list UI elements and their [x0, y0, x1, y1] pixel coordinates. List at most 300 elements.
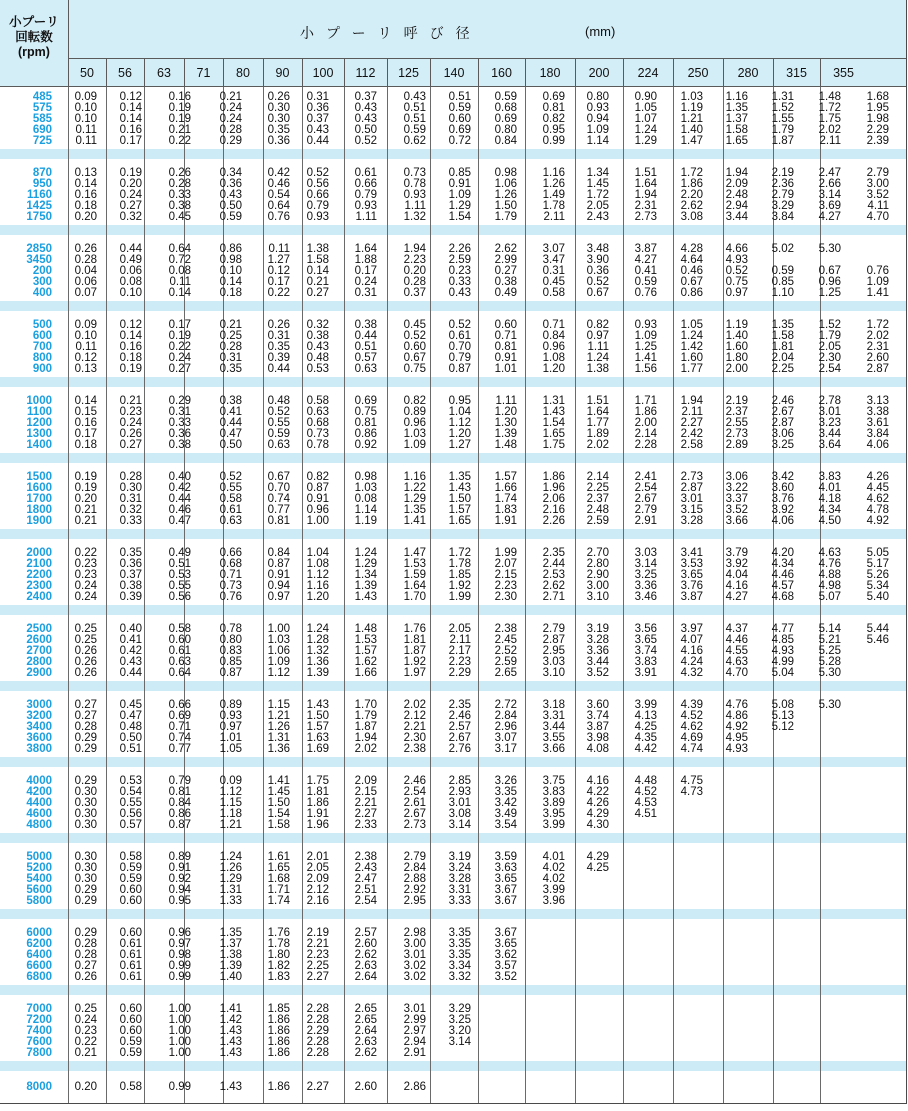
power-value: 3.99 — [542, 819, 565, 831]
power-value: 0.76 — [634, 287, 657, 299]
power-value: 0.85 — [771, 276, 794, 288]
power-value: 0.19 — [168, 102, 191, 114]
power-value: 1.40 — [680, 124, 703, 136]
power-value: 2.65 — [354, 1014, 377, 1026]
rpm-value: 1800 — [26, 504, 52, 516]
power-value: 2.71 — [542, 591, 565, 603]
power-value: 4.99 — [771, 656, 794, 668]
power-value: 0.64 — [168, 243, 191, 255]
table-header — [0, 0, 907, 87]
power-value: 1.05 — [680, 319, 703, 331]
power-value: 0.23 — [119, 406, 142, 418]
power-value: 0.96 — [306, 504, 329, 516]
power-value: 1.43 — [219, 1047, 242, 1059]
power-value: 0.70 — [448, 341, 471, 353]
power-value: 2.93 — [448, 786, 471, 798]
power-value: 2.28 — [306, 1047, 329, 1059]
power-value: 2.62 — [354, 949, 377, 961]
rpm-value: 3800 — [26, 743, 52, 755]
power-value: 0.60 — [494, 319, 517, 331]
power-value: 1.00 — [168, 1025, 191, 1037]
group-divider-stripe — [0, 985, 907, 995]
power-value: 1.19 — [680, 102, 703, 114]
power-value: 2.46 — [448, 710, 471, 722]
table-row — [0, 136, 907, 147]
rpm-value: 575 — [32, 102, 52, 114]
power-value: 1.24 — [306, 623, 329, 635]
power-value: 0.73 — [306, 428, 329, 440]
rpm-value: 2600 — [26, 634, 52, 646]
power-value: 0.96 — [542, 341, 565, 353]
power-value: 1.58 — [267, 819, 290, 831]
power-value: 3.62 — [494, 949, 517, 961]
power-value: 2.63 — [354, 960, 377, 972]
power-value: 2.25 — [306, 960, 329, 972]
rpm-value: 7600 — [26, 1036, 52, 1048]
power-value: 0.63 — [267, 439, 290, 451]
power-value: 2.27 — [354, 808, 377, 820]
power-value: 2.48 — [586, 504, 609, 516]
power-value: 5.13 — [771, 710, 794, 722]
power-value: 0.23 — [74, 558, 97, 570]
power-value: 2.54 — [403, 786, 426, 798]
power-value: 5.08 — [771, 699, 794, 711]
power-value: 0.52 — [586, 276, 609, 288]
power-value: 1.04 — [306, 547, 329, 559]
diameter-col-header: 71 — [196, 66, 211, 80]
power-value: 3.25 — [771, 439, 794, 451]
power-value: 4.53 — [634, 797, 657, 809]
power-value: 2.14 — [586, 471, 609, 483]
power-value: 0.43 — [219, 189, 242, 201]
power-value: 0.51 — [168, 558, 191, 570]
power-value: 1.92 — [448, 580, 471, 592]
power-value: 1.03 — [354, 482, 377, 494]
power-value: 2.94 — [403, 1036, 426, 1048]
power-value: 0.43 — [354, 113, 377, 125]
power-value: 0.51 — [403, 113, 426, 125]
power-value: 0.59 — [119, 862, 142, 874]
power-value: 3.65 — [634, 634, 657, 646]
power-value: 2.85 — [448, 775, 471, 787]
power-value: 3.08 — [680, 211, 703, 223]
power-value: 1.86 — [634, 406, 657, 418]
power-value: 3.47 — [542, 254, 565, 266]
power-value: 2.28 — [306, 1003, 329, 1015]
power-value: 0.11 — [169, 276, 191, 288]
power-value: 1.12 — [267, 667, 290, 679]
power-value: 0.85 — [448, 167, 471, 179]
power-value: 1.31 — [267, 732, 290, 744]
power-value: 0.81 — [354, 417, 377, 429]
power-value: 1.08 — [542, 352, 565, 364]
power-value: 4.86 — [725, 710, 748, 722]
power-value: 1.71 — [634, 395, 657, 407]
power-value: 3.26 — [494, 775, 517, 787]
power-value: 1.86 — [267, 1047, 290, 1059]
power-value: 0.49 — [119, 254, 142, 266]
power-value: 2.66 — [818, 178, 841, 190]
power-value: 1.50 — [306, 710, 329, 722]
power-value: 1.41 — [219, 1003, 242, 1015]
power-value: 0.61 — [448, 330, 471, 342]
power-value: 2.60 — [354, 1081, 377, 1093]
power-value: 0.95 — [448, 395, 471, 407]
power-value: 4.63 — [818, 547, 841, 559]
power-value: 2.87 — [542, 634, 565, 646]
power-value: 1.27 — [267, 254, 290, 266]
power-value: 2.00 — [725, 363, 748, 375]
power-value: 0.68 — [306, 417, 329, 429]
power-value: 0.24 — [119, 417, 142, 429]
power-value: 0.50 — [119, 732, 142, 744]
power-value: 1.63 — [306, 732, 329, 744]
power-value: 3.75 — [542, 775, 565, 787]
power-value: 4.26 — [586, 797, 609, 809]
power-value: 0.25 — [74, 623, 97, 635]
power-value: 3.06 — [725, 471, 748, 483]
rpm-value: 800 — [32, 352, 52, 364]
power-value: 0.59 — [267, 428, 290, 440]
diameter-col-separator — [144, 58, 145, 86]
power-value: 2.60 — [354, 938, 377, 950]
power-value: 3.65 — [494, 938, 517, 950]
power-value: 1.15 — [219, 797, 242, 809]
power-value: 0.78 — [219, 623, 242, 635]
power-value: 0.18 — [74, 439, 97, 451]
power-value: 0.19 — [168, 113, 191, 125]
power-value: 4.92 — [725, 721, 748, 733]
power-value: 3.01 — [403, 1003, 426, 1015]
power-value: 0.32 — [306, 319, 329, 331]
rpm-value: 6800 — [26, 971, 52, 983]
power-value: 3.13 — [866, 395, 889, 407]
power-value: 0.77 — [267, 504, 290, 516]
rpm-value: 3400 — [26, 721, 52, 733]
power-value: 1.43 — [306, 699, 329, 711]
power-value: 0.54 — [119, 786, 142, 798]
power-value: 2.59 — [448, 254, 471, 266]
power-value: 4.27 — [634, 254, 657, 266]
power-value: 2.62 — [542, 580, 565, 592]
power-value: 4.74 — [680, 743, 703, 755]
power-value: 5.30 — [818, 243, 841, 255]
power-value: 1.65 — [725, 135, 748, 147]
power-value: 0.54 — [267, 189, 290, 201]
power-value: 2.65 — [494, 667, 517, 679]
power-value: 2.89 — [725, 439, 748, 451]
power-value: 0.30 — [267, 113, 290, 125]
power-value: 4.29 — [586, 808, 609, 820]
power-value: 4.07 — [680, 634, 703, 646]
power-value: 0.59 — [634, 276, 657, 288]
power-value: 0.67 — [403, 352, 426, 364]
power-value: 0.26 — [74, 656, 97, 668]
power-value: 2.61 — [403, 797, 426, 809]
power-value: 0.49 — [168, 547, 191, 559]
power-value: 2.57 — [354, 927, 377, 939]
power-value: 2.67 — [634, 493, 657, 505]
diameter-col-separator — [223, 58, 224, 86]
power-value: 3.96 — [542, 895, 565, 907]
rpm-value: 6000 — [26, 927, 52, 939]
power-value: 1.97 — [403, 667, 426, 679]
power-value: 0.99 — [542, 135, 565, 147]
power-value: 0.44 — [168, 493, 191, 505]
power-value: 0.08 — [168, 265, 191, 277]
power-value: 4.16 — [586, 775, 609, 787]
power-value: 1.26 — [219, 862, 242, 874]
power-value: 0.45 — [168, 211, 191, 223]
power-value: 2.15 — [494, 569, 517, 581]
diameter-col-separator — [302, 58, 303, 86]
power-value: 3.35 — [448, 949, 471, 961]
power-value: 0.26 — [74, 645, 97, 657]
power-value: 2.79 — [866, 167, 889, 179]
power-value: 1.09 — [403, 439, 426, 451]
power-value: 0.27 — [119, 200, 142, 212]
power-value: 1.87 — [403, 645, 426, 657]
power-value: 0.50 — [219, 200, 242, 212]
power-value: 0.06 — [119, 265, 142, 277]
power-value: 0.51 — [354, 341, 377, 353]
power-value: 1.29 — [219, 873, 242, 885]
power-value: 0.24 — [74, 591, 97, 603]
power-value: 0.61 — [168, 645, 191, 657]
power-value: 1.03 — [403, 428, 426, 440]
power-value: 3.01 — [680, 493, 703, 505]
power-value: 0.63 — [354, 363, 377, 375]
group-divider-stripe — [0, 681, 907, 691]
power-value: 2.20 — [680, 189, 703, 201]
power-value: 2.28 — [634, 439, 657, 451]
rpm-value: 700 — [32, 341, 52, 353]
power-value: 1.81 — [306, 786, 329, 798]
power-value: 0.96 — [818, 276, 841, 288]
power-value: 4.77 — [771, 623, 794, 635]
power-value: 0.17 — [267, 276, 290, 288]
power-value: 3.52 — [725, 504, 748, 516]
group-divider-stripe — [0, 529, 907, 539]
power-value: 2.31 — [866, 341, 889, 353]
rpm-value: 200 — [32, 265, 52, 277]
power-value: 3.49 — [494, 808, 517, 820]
power-value: 0.95 — [542, 124, 565, 136]
power-value: 0.17 — [119, 135, 142, 147]
power-value: 1.72 — [866, 319, 889, 331]
power-value: 0.58 — [219, 493, 242, 505]
power-value: 3.23 — [818, 417, 841, 429]
power-value: 3.28 — [448, 873, 471, 885]
rpm-value: 500 — [32, 319, 52, 331]
rpm-value: 1600 — [26, 482, 52, 494]
power-value: 1.78 — [267, 938, 290, 950]
power-value: 1.58 — [771, 330, 794, 342]
power-value: 5.05 — [866, 547, 889, 559]
power-value: 0.29 — [74, 927, 97, 939]
power-value: 4.01 — [542, 851, 565, 863]
power-value: 2.01 — [306, 851, 329, 863]
diameter-col-header: 355 — [833, 66, 854, 80]
power-value: 0.61 — [354, 167, 377, 179]
power-value: 1.32 — [403, 211, 426, 223]
power-value: 2.59 — [586, 515, 609, 527]
power-value: 1.29 — [448, 200, 471, 212]
power-value: 0.66 — [354, 178, 377, 190]
power-value: 1.96 — [542, 482, 565, 494]
power-value: 2.95 — [542, 645, 565, 657]
power-value: 4.52 — [680, 710, 703, 722]
power-value: 3.95 — [542, 808, 565, 820]
rpm-header-line-2: 回転数 — [15, 30, 53, 44]
rpm-value: 8000 — [26, 1081, 52, 1093]
power-value: 0.20 — [74, 1081, 97, 1093]
power-value: 1.27 — [448, 439, 471, 451]
power-value: 2.12 — [306, 884, 329, 896]
power-value: 1.94 — [354, 732, 377, 744]
power-value: 2.16 — [542, 504, 565, 516]
power-value: 0.28 — [403, 276, 426, 288]
power-value: 0.51 — [119, 743, 142, 755]
power-value: 1.16 — [542, 167, 565, 179]
power-value: 2.78 — [818, 395, 841, 407]
power-value: 3.87 — [634, 243, 657, 255]
power-value: 0.64 — [267, 200, 290, 212]
power-value: 1.72 — [680, 167, 703, 179]
power-value: 3.52 — [866, 189, 889, 201]
power-value: 1.55 — [771, 113, 794, 125]
power-value: 0.87 — [306, 482, 329, 494]
power-value: 0.87 — [448, 363, 471, 375]
power-value: 0.84 — [267, 547, 290, 559]
power-value: 0.12 — [74, 352, 97, 364]
power-value: 3.52 — [586, 667, 609, 679]
power-value: 0.63 — [306, 406, 329, 418]
power-value: 2.84 — [403, 862, 426, 874]
power-value: 0.17 — [354, 265, 377, 277]
power-value: 1.36 — [306, 656, 329, 668]
power-value: 0.36 — [119, 558, 142, 570]
power-value: 2.99 — [494, 254, 517, 266]
power-value: 1.76 — [267, 927, 290, 939]
power-value: 1.57 — [354, 645, 377, 657]
rpm-value: 2100 — [26, 558, 52, 570]
power-value: 3.83 — [634, 656, 657, 668]
rpm-header-line-3: (rpm) — [18, 45, 50, 59]
power-value: 2.21 — [354, 797, 377, 809]
power-value: 2.55 — [725, 417, 748, 429]
power-value: 0.91 — [267, 569, 290, 581]
power-value: 1.86 — [267, 1081, 290, 1093]
power-value: 2.53 — [542, 569, 565, 581]
power-value: 1.25 — [634, 341, 657, 353]
diameter-col-separator — [673, 58, 674, 86]
power-value: 2.25 — [771, 363, 794, 375]
power-value: 1.21 — [680, 113, 703, 125]
power-value: 0.22 — [74, 547, 97, 559]
power-value: 3.14 — [634, 558, 657, 570]
power-value: 0.21 — [219, 91, 242, 103]
power-value: 0.59 — [119, 1047, 142, 1059]
power-value: 3.67 — [494, 895, 517, 907]
power-value: 1.43 — [219, 1025, 242, 1037]
power-value: 1.66 — [494, 482, 517, 494]
rpm-value: 4800 — [26, 819, 52, 831]
power-value: 1.16 — [403, 471, 426, 483]
power-value: 5.34 — [866, 580, 889, 592]
power-value: 0.82 — [306, 471, 329, 483]
power-value: 0.27 — [74, 960, 97, 972]
power-value: 0.29 — [74, 895, 97, 907]
power-value: 0.59 — [119, 1036, 142, 1048]
power-value: 2.39 — [866, 135, 889, 147]
power-value: 3.55 — [542, 732, 565, 744]
power-value: 0.43 — [119, 656, 142, 668]
power-value: 4.76 — [818, 558, 841, 570]
power-value: 3.89 — [542, 797, 565, 809]
power-value: 1.83 — [267, 971, 290, 983]
power-value: 3.44 — [542, 721, 565, 733]
power-value: 4.20 — [771, 547, 794, 559]
power-value: 1.78 — [542, 200, 565, 212]
power-value: 3.48 — [586, 243, 609, 255]
diameter-col-separator — [623, 58, 624, 86]
power-value: 0.67 — [267, 471, 290, 483]
power-value: 4.75 — [680, 775, 703, 787]
power-value: 3.42 — [771, 471, 794, 483]
power-value: 4.85 — [771, 634, 794, 646]
power-value: 5.14 — [818, 623, 841, 635]
power-value: 4.16 — [680, 645, 703, 657]
power-value: 4.28 — [680, 243, 703, 255]
power-value: 2.33 — [354, 819, 377, 831]
power-value: 1.12 — [448, 417, 471, 429]
power-value: 0.51 — [448, 91, 471, 103]
power-value: 0.84 — [494, 135, 517, 147]
power-value: 3.31 — [448, 884, 471, 896]
power-value: 2.00 — [634, 417, 657, 429]
power-value: 3.25 — [448, 1014, 471, 1026]
power-value: 4.22 — [586, 786, 609, 798]
power-value: 1.43 — [448, 482, 471, 494]
power-value: 1.01 — [494, 363, 517, 375]
power-value: 1.74 — [267, 895, 290, 907]
power-value: 0.92 — [168, 873, 191, 885]
rpm-value: 1500 — [26, 471, 52, 483]
power-value: 1.91 — [306, 808, 329, 820]
power-value: 0.83 — [219, 645, 242, 657]
power-value: 0.46 — [267, 178, 290, 190]
power-value: 2.65 — [354, 1003, 377, 1015]
power-value: 4.62 — [680, 721, 703, 733]
power-value: 3.34 — [448, 960, 471, 972]
power-value: 3.60 — [771, 482, 794, 494]
power-value: 0.49 — [494, 287, 517, 299]
power-value: 0.37 — [403, 287, 426, 299]
power-value: 4.48 — [634, 775, 657, 787]
power-value: 0.95 — [168, 895, 191, 907]
power-value: 4.69 — [680, 732, 703, 744]
power-value: 5.17 — [866, 558, 889, 570]
power-value: 1.99 — [448, 591, 471, 603]
power-value: 4.06 — [771, 515, 794, 527]
power-value: 3.08 — [448, 808, 471, 820]
power-value: 1.64 — [634, 178, 657, 190]
power-value: 0.82 — [542, 113, 565, 125]
power-value: 0.87 — [219, 667, 242, 679]
power-value: 0.11 — [75, 124, 97, 136]
power-value: 2.25 — [586, 482, 609, 494]
